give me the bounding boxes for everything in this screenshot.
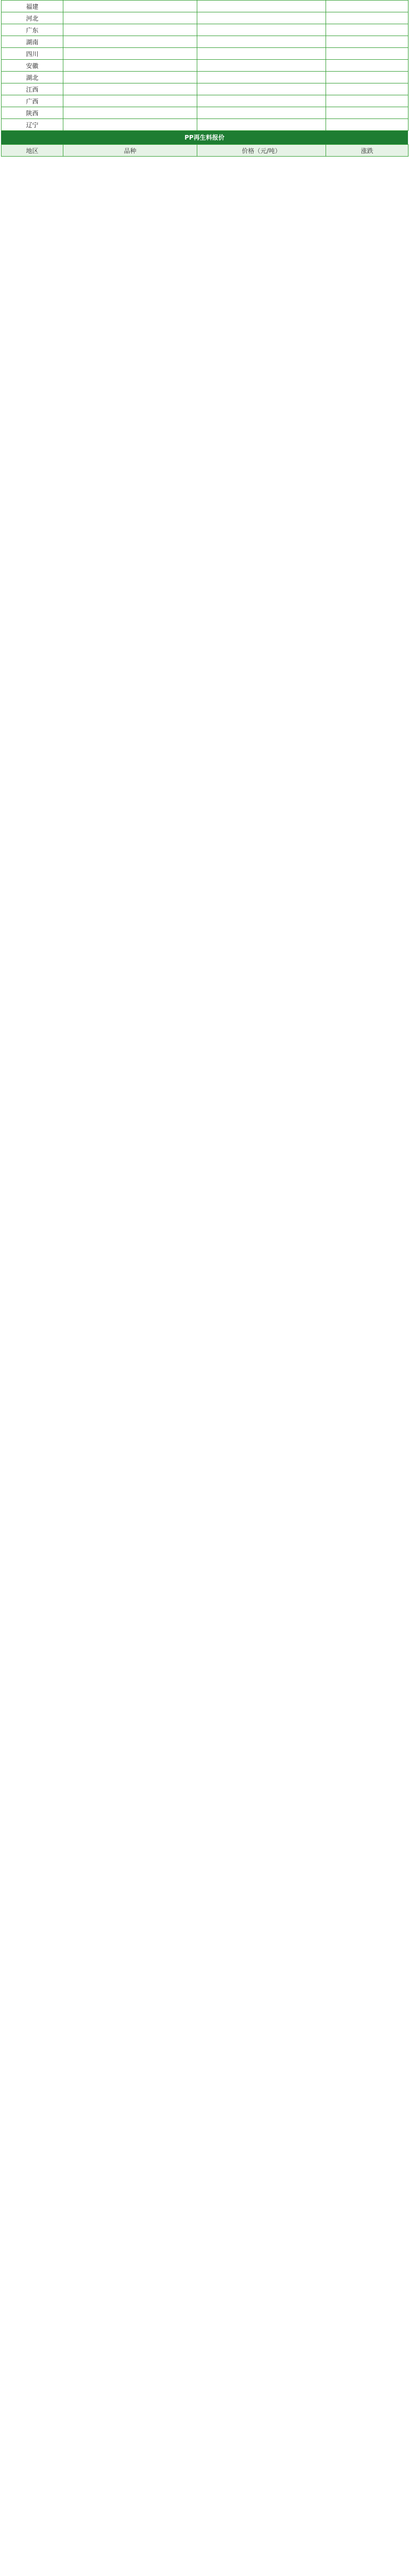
table-row: [2, 119, 408, 131]
region-cell: 陕西: [2, 107, 63, 119]
product-cell: [63, 107, 197, 119]
table-row: [2, 72, 408, 83]
product-cell: [63, 119, 197, 131]
price-cell: [197, 60, 326, 72]
table-row: [2, 24, 408, 36]
table-row: [2, 95, 408, 107]
price-cell: [197, 95, 326, 107]
change-cell: [326, 1, 408, 12]
change-cell: [326, 72, 408, 83]
change-cell: [326, 48, 408, 60]
price-cell: [197, 1, 326, 12]
price-cell: [197, 48, 326, 60]
column-header-region: 地区: [2, 145, 63, 157]
table-row: [2, 1, 408, 12]
region-cell: 湖北: [2, 72, 63, 83]
product-cell: [63, 60, 197, 72]
table-row: [2, 83, 408, 95]
product-cell: [63, 95, 197, 107]
region-cell: 广西: [2, 95, 63, 107]
region-cell: 辽宁: [2, 119, 63, 131]
product-cell: [63, 83, 197, 95]
region-cell: 四川: [2, 48, 63, 60]
table-row: [2, 36, 408, 48]
change-cell: [326, 60, 408, 72]
price-cell: [197, 119, 326, 131]
change-cell: [326, 83, 408, 95]
table-row: [2, 60, 408, 72]
region-cell: 江西: [2, 83, 63, 95]
product-cell: [63, 48, 197, 60]
change-cell: [326, 36, 408, 48]
region-cell: 河北: [2, 12, 63, 24]
region-cell: 福建: [2, 1, 63, 12]
table-row: [2, 107, 408, 119]
page-title: PP再生料报价: [1, 131, 408, 144]
region-cell: 安徽: [2, 60, 63, 72]
change-cell: [326, 24, 408, 36]
column-header-row: [1, 144, 408, 157]
price-cell: [197, 107, 326, 119]
quote-sheet: [0, 0, 409, 157]
change-cell: [326, 12, 408, 24]
price-table-body: [2, 1, 408, 131]
table-row: [2, 48, 408, 60]
change-cell: [326, 107, 408, 119]
product-cell: [63, 24, 197, 36]
price-cell: [197, 24, 326, 36]
price-cell: [197, 36, 326, 48]
change-cell: [326, 119, 408, 131]
price-cell: [197, 83, 326, 95]
table-row: [2, 12, 408, 24]
price-cell: [197, 12, 326, 24]
column-header-change: 涨跌: [326, 145, 408, 157]
region-cell: 广东: [2, 24, 63, 36]
region-cell: 湖南: [2, 36, 63, 48]
change-cell: [326, 95, 408, 107]
product-cell: [63, 1, 197, 12]
price-cell: [197, 72, 326, 83]
column-header-product: 品种: [63, 145, 197, 157]
product-cell: [63, 72, 197, 83]
product-cell: [63, 12, 197, 24]
price-table: [1, 0, 408, 131]
column-header-price: 价格（元/吨）: [197, 145, 326, 157]
product-cell: [63, 36, 197, 48]
